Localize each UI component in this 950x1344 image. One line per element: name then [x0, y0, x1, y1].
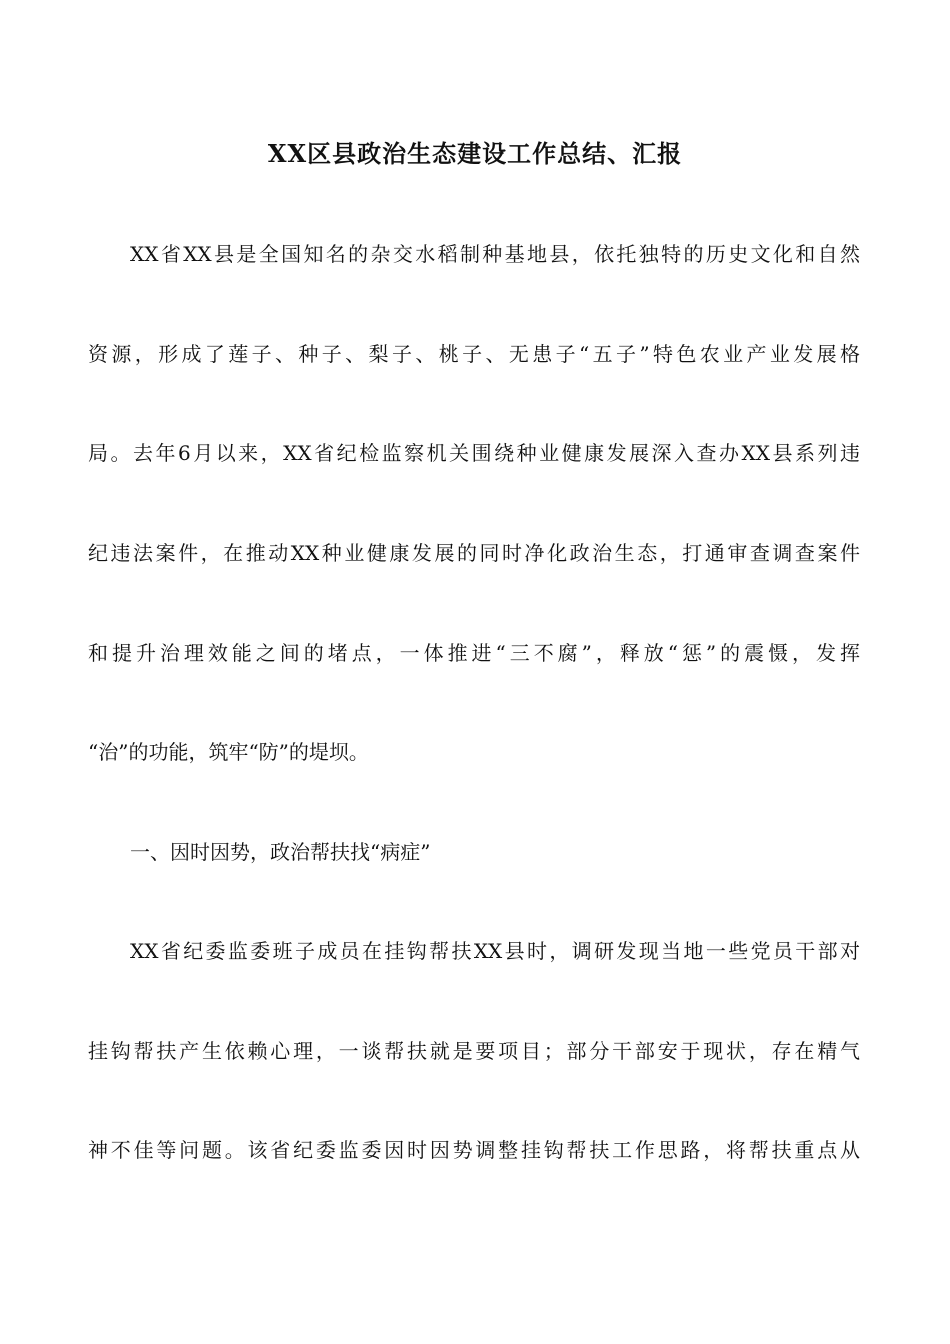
paragraph-1-line-3: 局。去年6月以来，XX省纪检监察机关围绕种业健康发展深入查办XX县系列违 — [88, 441, 860, 465]
paragraph-1-line-2: 资源，形成了莲子、种子、梨子、桃子、无患子“五子”特色农业产业发展格 — [88, 342, 860, 366]
paragraph-1-line-6: “治”的功能，筑牢“防”的堤坝。 — [88, 740, 369, 764]
document-title: XX区县政治生态建设工作总结、汇报 — [267, 139, 683, 168]
paragraph-2-line-1: XX省纪委监委班子成员在挂钩帮扶XX县时，调研发现当地一些党员干部对 — [130, 939, 860, 963]
paragraph-2-line-2: 挂钩帮扶产生依赖心理，一谈帮扶就是要项目；部分干部安于现状，存在精气 — [88, 1039, 860, 1063]
section-heading-1: 一、因时因势，政治帮扶找“病症” — [130, 840, 431, 864]
paragraph-1-line-1: XX省XX县是全国知名的杂交水稻制种基地县，依托独特的历史文化和自然 — [130, 242, 860, 266]
paragraph-2-line-3: 神不佳等问题。该省纪委监委因时因势调整挂钩帮扶工作思路，将帮扶重点从 — [88, 1138, 860, 1162]
paragraph-1-line-4: 纪违法案件，在推动XX种业健康发展的同时净化政治生态，打通审查调查案件 — [88, 541, 860, 565]
paragraph-1-line-5: 和提升治理效能之间的堵点，一体推进“三不腐”，释放“惩”的震慑，发挥 — [88, 641, 860, 665]
